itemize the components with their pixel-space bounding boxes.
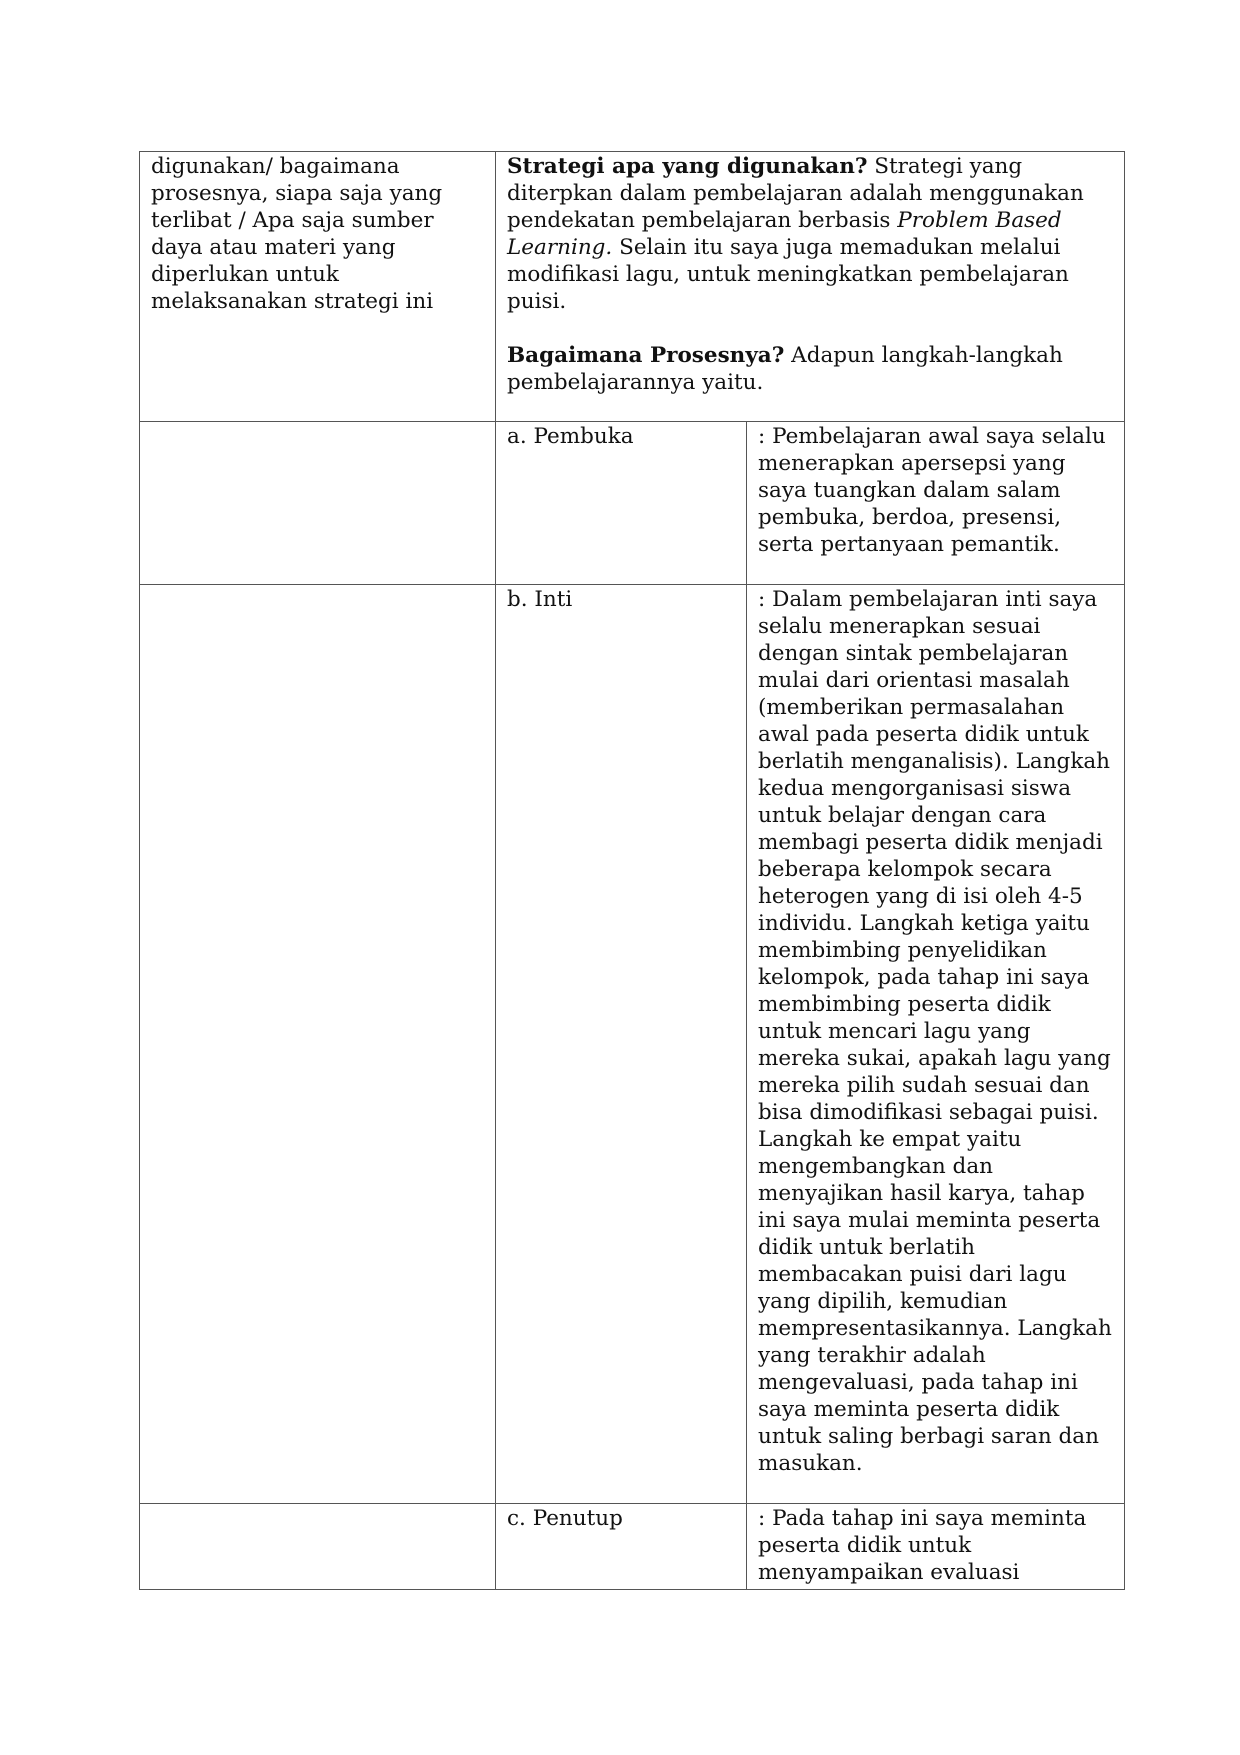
strategy-text-1: Strategi yang diterpkan dalam pembelajaran adalah menggunakan pendekatan pembelajaran berbasis xyxy=(507,154,1084,233)
process-label: Bagaimana Prosesnya? xyxy=(507,343,785,368)
table-row xyxy=(140,1504,1125,1590)
empty-cell xyxy=(140,1504,496,1590)
empty-cell xyxy=(140,585,496,1504)
process-text: Adapun langkah-langkah pembelajarannya yaitu. xyxy=(507,343,1063,395)
table-row xyxy=(140,422,1125,585)
strategy-label: Strategi apa yang digunakan? xyxy=(507,154,868,179)
step-text: : Pada tahap ini saya meminta peserta didik untuk menyampaikan evaluasi xyxy=(758,1506,1087,1585)
strategy-term: Problem Based Learning. xyxy=(507,208,1062,260)
strategy-text-2: Selain itu saya juga memadukan melalui modifikasi lagu, untuk meningkatkan pembelajaran puisi. xyxy=(507,235,1069,314)
step-text-cell xyxy=(747,422,1125,585)
step-text-cell xyxy=(747,585,1125,1504)
table-row xyxy=(140,152,1125,422)
step-text-cell xyxy=(747,1504,1125,1590)
step-label-cell xyxy=(496,585,747,1504)
strategy-paragraph xyxy=(507,153,1113,315)
question-cell xyxy=(140,152,496,422)
step-text: : Dalam pembelajaran inti saya selalu menerapkan sesuai dengan sintak pembelajaran mulai dari orientasi masalah (memberikan permasalahan awal pada peserta didik untuk berlatih menganalisis). Langkah kedua mengorganisasi siswa untuk belajar dengan cara membagi peserta didik menjadi beberapa kelompok secara heterogen yang di isi oleh 4-5 individu. Langkah ketiga yaitu membimbing penyelidikan kelompok, pada tahap ini saya membimbing peserta didik untuk mencari lagu yang mereka sukai, apakah lagu yang mereka pilih sudah sesuai dan bisa dimodifikasi sebagai puisi. Langkah ke empat yaitu mengembangkan dan menyajikan hasil karya, tahap ini saya mulai meminta peserta didik untuk berlatih membacakan puisi dari lagu yang dipilih, kemudian mempresentasikannya. Langkah yang terakhir adalah mengevaluasi, pada tahap ini saya meminta peserta didik untuk saling berbagi saran dan masukan. xyxy=(758,587,1112,1476)
step-label-cell xyxy=(496,1504,747,1590)
process-paragraph xyxy=(507,342,1113,396)
step-label: a. Pembuka xyxy=(507,424,634,449)
step-label: c. Penutup xyxy=(507,1506,623,1531)
step-text: : Pembelajaran awal saya selalu menerapkan apersepsi yang saya tuangkan dalam salam pembuka, berdoa, presensi, serta pertanyaan pemantik. xyxy=(758,424,1106,557)
strategy-table xyxy=(139,151,1125,1590)
step-label-cell xyxy=(496,422,747,585)
answer-cell xyxy=(496,152,1125,422)
empty-cell xyxy=(140,422,496,585)
table-row xyxy=(140,585,1125,1504)
question-text: digunakan/ bagaimana prosesnya, siapa saja yang terlibat / Apa saja sumber daya atau materi yang diperlukan untuk melaksanakan strategi ini xyxy=(151,154,443,314)
step-label: b. Inti xyxy=(507,587,573,612)
